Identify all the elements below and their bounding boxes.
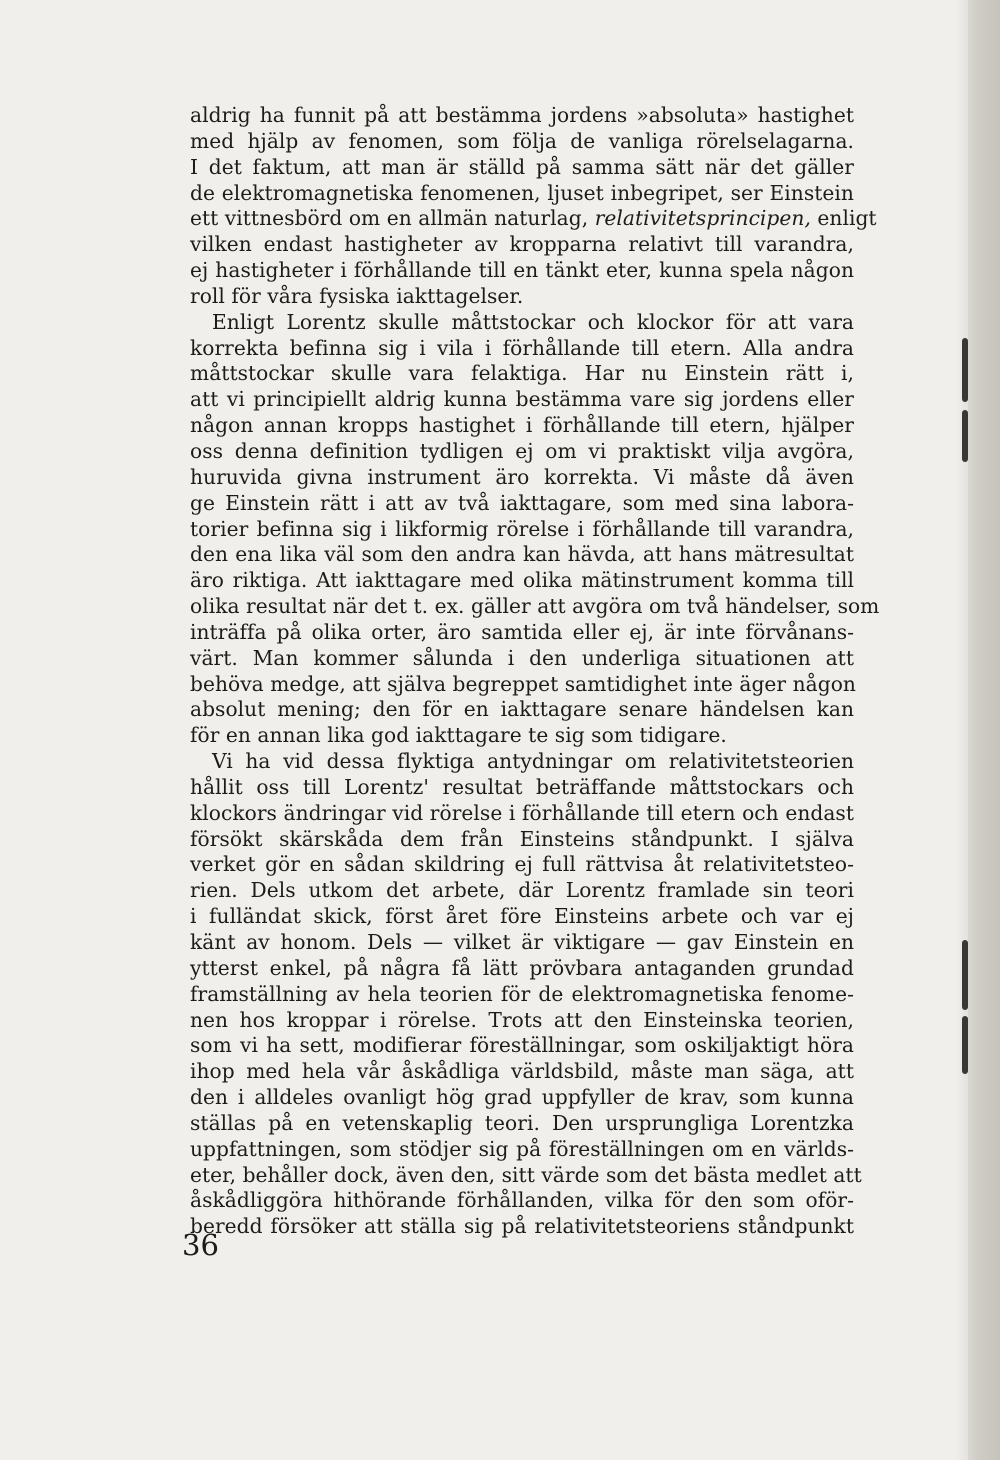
- text-line: [190, 491, 854, 517]
- text-line: [190, 1008, 854, 1034]
- text-line: [190, 542, 854, 568]
- binding-stitch: [962, 940, 968, 1010]
- text-line: [190, 129, 854, 155]
- text-line: [190, 1137, 854, 1163]
- text-line: [190, 672, 854, 698]
- text-line-content: aldrig ha funnit på att bestämma jordens »absoluta» hastighet: [190, 103, 854, 127]
- text-line-content: behöva medge, att själva begreppet samtidighet inte äger någon: [190, 671, 856, 696]
- text-line: [190, 284, 854, 310]
- page-number: 36: [182, 1228, 219, 1262]
- text-line-tail: enligt: [817, 206, 877, 231]
- text-line: [190, 439, 854, 465]
- text-line: [190, 594, 880, 620]
- text-line: [190, 387, 854, 413]
- text-line: [190, 413, 854, 439]
- text-line-content: att vi principiellt aldrig kunna bestämma vare sig jordens eller: [190, 387, 854, 412]
- text-line: [190, 904, 854, 930]
- text-line-content: den i alldeles ovanligt hög grad uppfyller de krav, som kunna: [190, 1085, 854, 1110]
- text-line-content: ställas på en vetenskaplig teori. Den ursprungliga Lorentzka: [190, 1110, 854, 1135]
- text-line: [190, 206, 877, 232]
- text-line-content: oss denna definition tydligen ej om vi praktiskt vilja avgöra,: [190, 438, 854, 463]
- text-line: [190, 517, 854, 543]
- text-line-content: ett vittnesbörd om en allmän naturlag,: [190, 206, 589, 231]
- italic-term: relativitetsprincipen,: [594, 206, 811, 231]
- text-line-content: ej hastigheter i förhållande till en tänkt eter, kunna spela någon: [190, 258, 854, 283]
- text-line: [190, 336, 854, 362]
- text-line: [190, 1085, 854, 1111]
- text-line: [190, 827, 854, 853]
- text-line-content: ytterst enkel, på några få lätt prövbara antaganden grundad: [190, 955, 854, 980]
- text-line-content: verket gör en sådan skildring ej full rättvisa åt relativitetsteo-: [190, 852, 854, 877]
- text-line-content: inträffa på olika orter, äro samtida eller ej, är inte förvånans-: [190, 619, 854, 644]
- text-line-content: i fulländat skick, först året före Einsteins arbete och var ej: [190, 904, 854, 929]
- text-line: [190, 1059, 854, 1085]
- text-line: [190, 878, 854, 904]
- body-text: [190, 103, 880, 1240]
- text-line: [190, 646, 854, 672]
- text-line-content: korrekta befinna sig i vila i förhållande till etern. Alla andra: [190, 335, 854, 360]
- text-line: [190, 982, 854, 1008]
- text-line: [190, 155, 854, 181]
- text-line-content: känt av honom. Dels — vilket är viktigare — gav Einstein en: [190, 930, 854, 954]
- text-line-content: den ena lika väl som den andra kan hävda, att hans mätresultat: [190, 542, 854, 567]
- text-line-content: huruvida givna instrument äro korrekta. Vi måste då även: [190, 464, 854, 489]
- text-line-content: åskådliggöra hithörande förhållanden, vilka för den som oför-: [190, 1188, 854, 1213]
- text-line-content: äro riktiga. Att iakttagare med olika mätinstrument komma till: [190, 568, 854, 593]
- text-line-content: ihop med hela vår åskådliga världsbild, måste man säga, att: [190, 1059, 854, 1084]
- text-line: [190, 1214, 854, 1240]
- text-line-content: roll för våra fysiska iakttagelser.: [190, 283, 524, 308]
- text-line: [190, 103, 854, 129]
- text-line-content: vilken endast hastigheter av kropparna relativt till varandra,: [190, 232, 854, 257]
- text-line: [190, 801, 854, 827]
- text-line: [190, 852, 854, 878]
- text-line: [190, 697, 854, 723]
- binding-stitch: [962, 1016, 968, 1074]
- text-line-content: hållit oss till Lorentz' resultat beträffande måttstockars och: [190, 774, 854, 799]
- text-line-content: absolut mening; den för en iakttagare senare händelsen kan: [190, 697, 854, 722]
- text-line-content: ge Einstein rätt i att av två iakttagare, som med sina labora-: [190, 490, 854, 515]
- text-line-content: klockors ändringar vid rörelse i förhållande till etern och endast: [190, 800, 854, 825]
- text-line: [190, 568, 854, 594]
- text-line: [190, 258, 854, 284]
- gutter-shadow: [955, 0, 969, 1460]
- text-line: [190, 930, 854, 956]
- text-line: [190, 1111, 854, 1137]
- text-line: [190, 956, 854, 982]
- text-line-content: de elektromagnetiska fenomenen, ljuset inbegripet, ser Einstein: [190, 180, 854, 205]
- text-line-content: med hjälp av fenomen, som följa de vanliga rörelselagarna.: [190, 128, 854, 153]
- text-line-content: värt. Man kommer sålunda i den underliga situationen att: [190, 645, 854, 670]
- text-line-content: I det faktum, att man är ställd på samma sätt när det gäller: [190, 154, 854, 179]
- text-line: [190, 361, 854, 387]
- text-line-content: Enligt Lorentz skulle måttstockar och klockor för att vara: [212, 309, 854, 334]
- text-line-content: beredd försöker att ställa sig på relativitetsteoriens ståndpunkt: [190, 1214, 854, 1239]
- text-line: [190, 1188, 854, 1214]
- text-line-content: framställning av hela teorien för de elektromagnetiska fenome-: [190, 981, 854, 1006]
- text-line: [190, 1162, 862, 1189]
- text-line: [190, 749, 854, 775]
- text-line: [190, 181, 854, 207]
- page-edge: [968, 0, 1000, 1460]
- text-line-content: olika resultat när det t. ex. gäller att avgöra om två händelser, som: [190, 594, 880, 619]
- text-line-content: för en annan lika god iakttagare te sig som tidigare.: [190, 723, 727, 748]
- text-line: [190, 465, 854, 491]
- text-line: [190, 775, 854, 801]
- text-line-content: nen hos kroppar i rörelse. Trots att den Einsteinska teorien,: [190, 1007, 854, 1032]
- text-line-content: rien. Dels utkom det arbete, där Lorentz framlade sin teori: [190, 878, 854, 903]
- text-line-content: måttstockar skulle vara felaktiga. Har nu Einstein rätt i,: [190, 361, 854, 386]
- text-line-content: försökt skärskåda dem från Einsteins ståndpunkt. I själva: [190, 826, 854, 851]
- text-line-content: eter, behåller dock, även den, sitt värde som det bästa medlet att: [190, 1162, 862, 1187]
- text-line: [190, 723, 854, 749]
- binding-stitch: [962, 338, 968, 402]
- text-line: [190, 310, 854, 336]
- text-line-content: som vi ha sett, modifierar föreställningar, som oskiljaktigt höra: [190, 1033, 854, 1058]
- text-line: [190, 232, 854, 258]
- text-line-content: uppfattningen, som stödjer sig på föreställningen om en världs-: [190, 1136, 854, 1161]
- text-line: [190, 1033, 854, 1059]
- text-line-content: torier befinna sig i likformig rörelse i förhållande till varandra,: [190, 516, 854, 541]
- text-line-content: någon annan kropps hastighet i förhållande till etern, hjälper: [190, 413, 854, 438]
- text-line-content: Vi ha vid dessa flyktiga antydningar om relativitetsteorien: [212, 749, 854, 774]
- binding-stitch: [962, 410, 968, 462]
- text-line: [190, 620, 854, 646]
